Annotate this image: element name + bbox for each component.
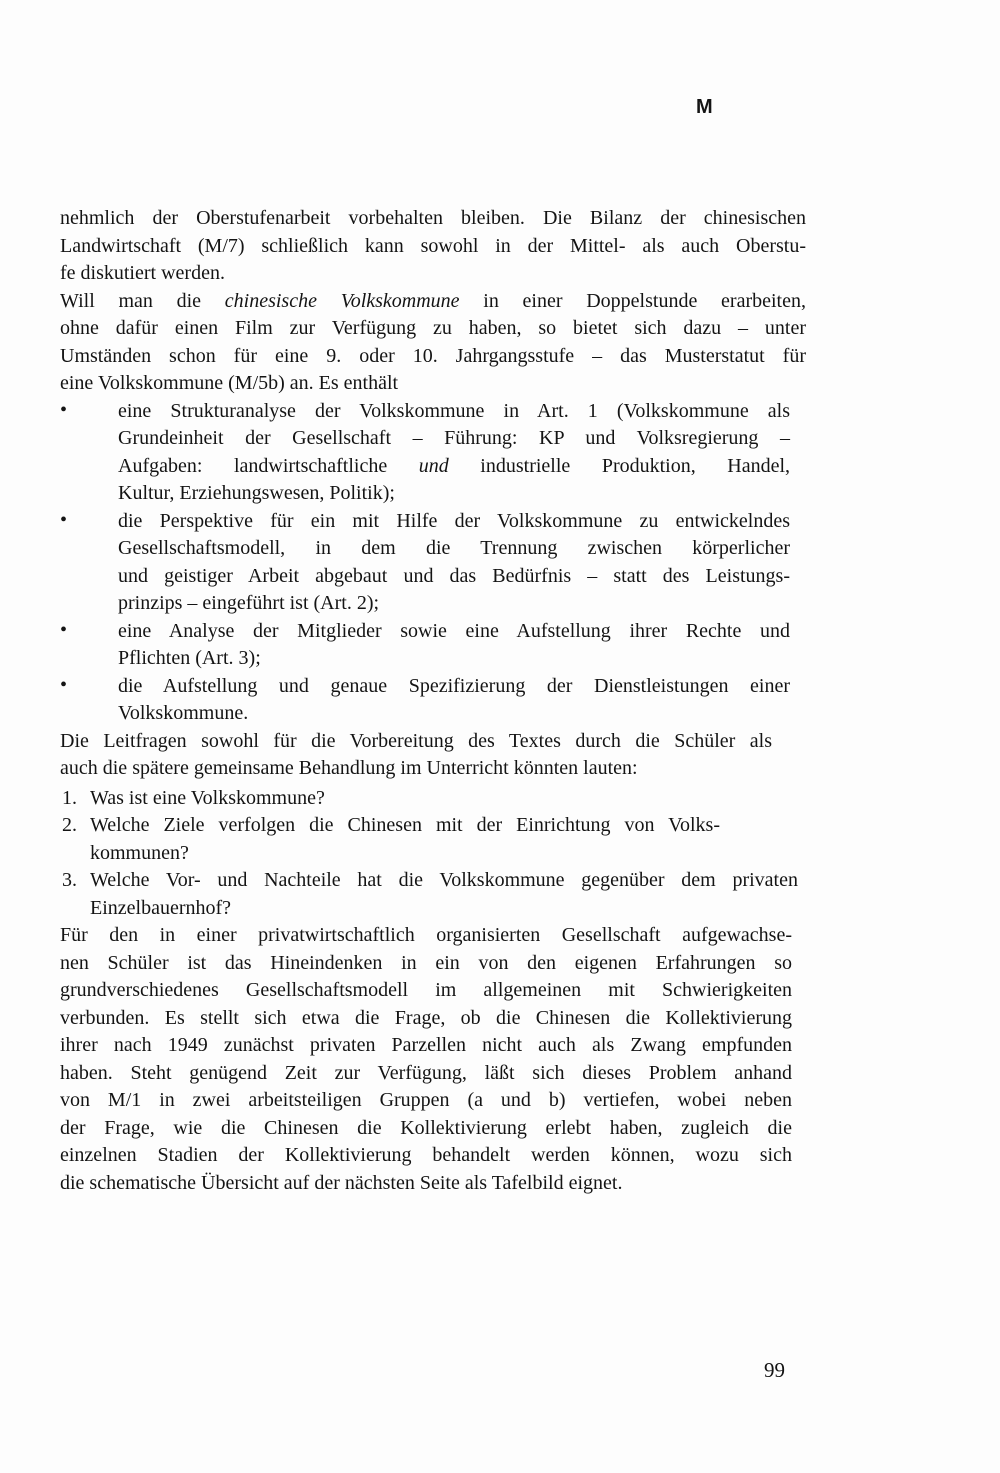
bullet-line (118, 509, 790, 533)
bullet-line (118, 454, 790, 478)
paragraph-line (60, 729, 772, 753)
paragraph-line (60, 1171, 622, 1195)
bullet-line (118, 646, 261, 670)
text-segment: verbunden. Es stellt sich etwa die Frage, ob die Chinesen die Kollektivierung (60, 1006, 792, 1029)
text-segment: Will man die (60, 289, 225, 312)
bullet-line (118, 701, 248, 725)
bullet-icon: • (60, 508, 68, 531)
text-segment: industrielle Produktion, Handel, (448, 454, 790, 477)
emphasis-text: und (418, 454, 449, 477)
text-segment: eine Strukturanalyse der Volkskommune in Art. 1 (Volkskommune als (118, 399, 790, 422)
text-segment: Für den in einer privatwirtschaftlich organisierten Gesellschaft aufgewachse- (60, 924, 792, 946)
bullet-line (118, 481, 395, 505)
text-segment: Aufgaben: landwirtschaftliche (118, 454, 419, 477)
bullet-line (118, 399, 790, 423)
text-segment: und geistiger Arbeit abgebaut und das Bedürfnis – statt des Leistungs- (118, 564, 790, 587)
text-segment: Volkskommune. (118, 702, 249, 724)
text-segment: kommunen? (90, 841, 189, 864)
paragraph-line (60, 371, 398, 395)
text-segment: Grundeinheit der Gesellschaft – Führung: KP und Volksregierung – (118, 427, 790, 449)
bullet-icon: • (60, 398, 68, 421)
text-segment: nen Schüler ist das Hineindenken in ein von den eigenen Erfahrungen so (60, 951, 792, 974)
text-segment: ihrer nach 1949 zunächst privaten Parzellen nicht auch als Zwang empfunden (60, 1034, 792, 1056)
paragraph-line (60, 756, 638, 780)
question-number: 1. (62, 786, 77, 809)
text-segment: auch die spätere gemeinsame Behandlung im Unterricht könnten lauten: (60, 757, 638, 779)
text-segment: Gesellschaftsmodell, in dem die Trennung zwischen körperlicher (118, 537, 790, 559)
question-line (90, 868, 798, 892)
text-segment: grundverschiedenes Gesellschaftsmodell im allgemeinen mit Schwierigkeiten (60, 979, 792, 1001)
bullet-icon: • (60, 618, 68, 641)
paragraph-line (60, 1116, 792, 1140)
paragraph-line (60, 1033, 792, 1057)
bullet-icon: • (60, 673, 68, 696)
text-segment: fe diskutiert werden. (60, 262, 225, 284)
paragraph-line (60, 1006, 792, 1030)
text-segment: Pflichten (Art. 3); (118, 647, 261, 669)
paragraph-line (60, 206, 806, 230)
text-segment: haben. Steht genügend Zeit zur Verfügung, läßt sich dieses Problem anhand (60, 1061, 792, 1084)
text-segment: ohne dafür einen Film zur Verfügung zu haben, so bietet sich dazu – unter (60, 317, 806, 339)
bullet-line (118, 426, 790, 450)
bullet-line (118, 674, 790, 698)
chapter-mark: M (696, 96, 713, 118)
paragraph-line (60, 289, 806, 313)
text-segment: prinzips – eingeführt ist (Art. 2); (118, 592, 380, 614)
text-segment: in einer Doppelstunde erarbeiten, (459, 289, 806, 312)
page-number: 99 (764, 1358, 785, 1382)
text-segment: Landwirtschaft (M/7) schließlich kann sowohl in der Mittel- als auch Oberstu- (60, 234, 806, 257)
paragraph-line (60, 951, 792, 975)
bullet-line (118, 619, 790, 643)
text-segment: die Perspektive für ein mit Hilfe der Volkskommune zu entwickelndes (118, 509, 790, 532)
question-number: 2. (62, 814, 77, 836)
question-line (90, 841, 189, 865)
text-segment: Umständen schon für eine 9. oder 10. Jahrgangsstufe – das Musterstatut für (60, 344, 806, 367)
paragraph-line (60, 923, 792, 947)
text-segment: nehmlich der Oberstufenarbeit vorbehalten bleiben. Die Bilanz der chinesischen (60, 207, 806, 229)
question-number: 3. (62, 869, 77, 891)
text-segment: einzelnen Stadien der Kollektivierung behandelt werden können, wozu sich (60, 1144, 792, 1166)
question-line (90, 786, 325, 810)
text-segment: eine Analyse der Mitglieder sowie eine Aufstellung ihrer Rechte und (118, 619, 790, 642)
text-segment: die Aufstellung und genaue Spezifizierung der Dienstleistungen einer (118, 674, 790, 697)
bullet-line (118, 564, 790, 588)
bullet-line (118, 536, 790, 560)
text-segment: Kultur, Erziehungswesen, Politik); (118, 482, 395, 504)
text-segment: Einzelbauernhof? (90, 896, 232, 919)
text-segment: Die Leitfragen sowohl für die Vorbereitung des Textes durch die Schüler als (60, 729, 772, 752)
question-line (90, 813, 720, 837)
paragraph-line (60, 1143, 792, 1167)
paragraph-line (60, 1061, 792, 1085)
paragraph-line (60, 978, 792, 1002)
text-segment: Welche Vor- und Nachteile hat die Volkskommune gegenüber dem privaten (90, 869, 798, 891)
text-segment: eine Volkskommune (M/5b) an. Es enthält (60, 372, 399, 394)
question-line (90, 896, 231, 920)
paragraph-line (60, 316, 806, 340)
text-segment: Was ist eine Volkskommune? (90, 786, 325, 809)
text-segment: Welche Ziele verfolgen die Chinesen mit der Einrichtung von Volks- (90, 814, 720, 836)
emphasis-text: chinesische Volkskommune (224, 289, 460, 312)
text-segment: von M/1 in zwei arbeitsteiligen Gruppen (a und b) vertiefen, wobei neben (60, 1089, 792, 1111)
paragraph-line (60, 261, 225, 285)
paragraph-line (60, 234, 806, 258)
text-segment: die schematische Übersicht auf der nächsten Seite als Tafelbild eignet. (60, 1171, 623, 1194)
paragraph-line (60, 1088, 792, 1112)
bullet-line (118, 591, 379, 615)
text-segment: der Frage, wie die Chinesen die Kollektivierung erlebt haben, zugleich die (60, 1116, 792, 1139)
paragraph-line (60, 344, 806, 368)
